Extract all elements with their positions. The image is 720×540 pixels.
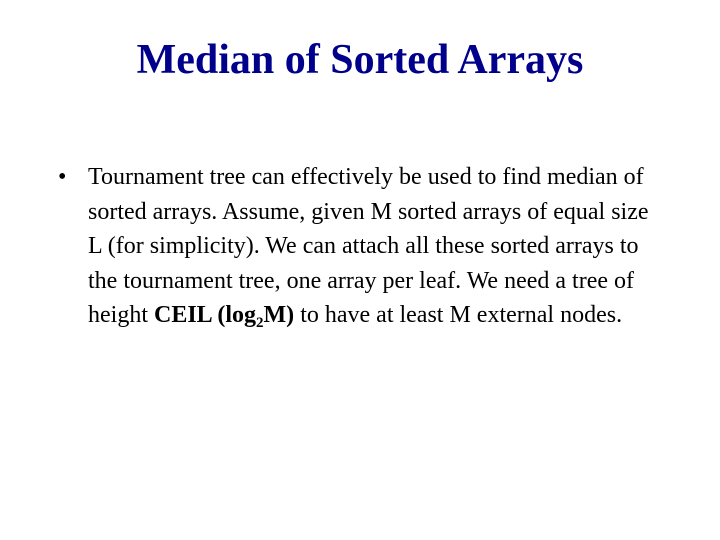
bullet-text-start: Tournament tree can effectively be used to find median of sorted arrays. Assume, given M sorted arrays of equal size L (for simplicity). We can attach all these sorted arrays to the tournament tree, one array per leaf. We need a tree of height — [88, 164, 649, 328]
ceil-expression — [154, 302, 295, 331]
bullet-text — [88, 164, 649, 331]
ceil-log-arg: M) — [263, 302, 295, 328]
ceil-log-text: CEIL (log — [154, 302, 257, 328]
log-base-subscript: 2 — [256, 315, 264, 331]
bullet-text-end: to have at least M external nodes. — [294, 302, 623, 328]
slide-body — [58, 160, 658, 333]
bullet-marker: • — [58, 164, 67, 190]
slide-title: Median of Sorted Arrays — [136, 37, 584, 83]
bullet-item — [58, 160, 658, 333]
